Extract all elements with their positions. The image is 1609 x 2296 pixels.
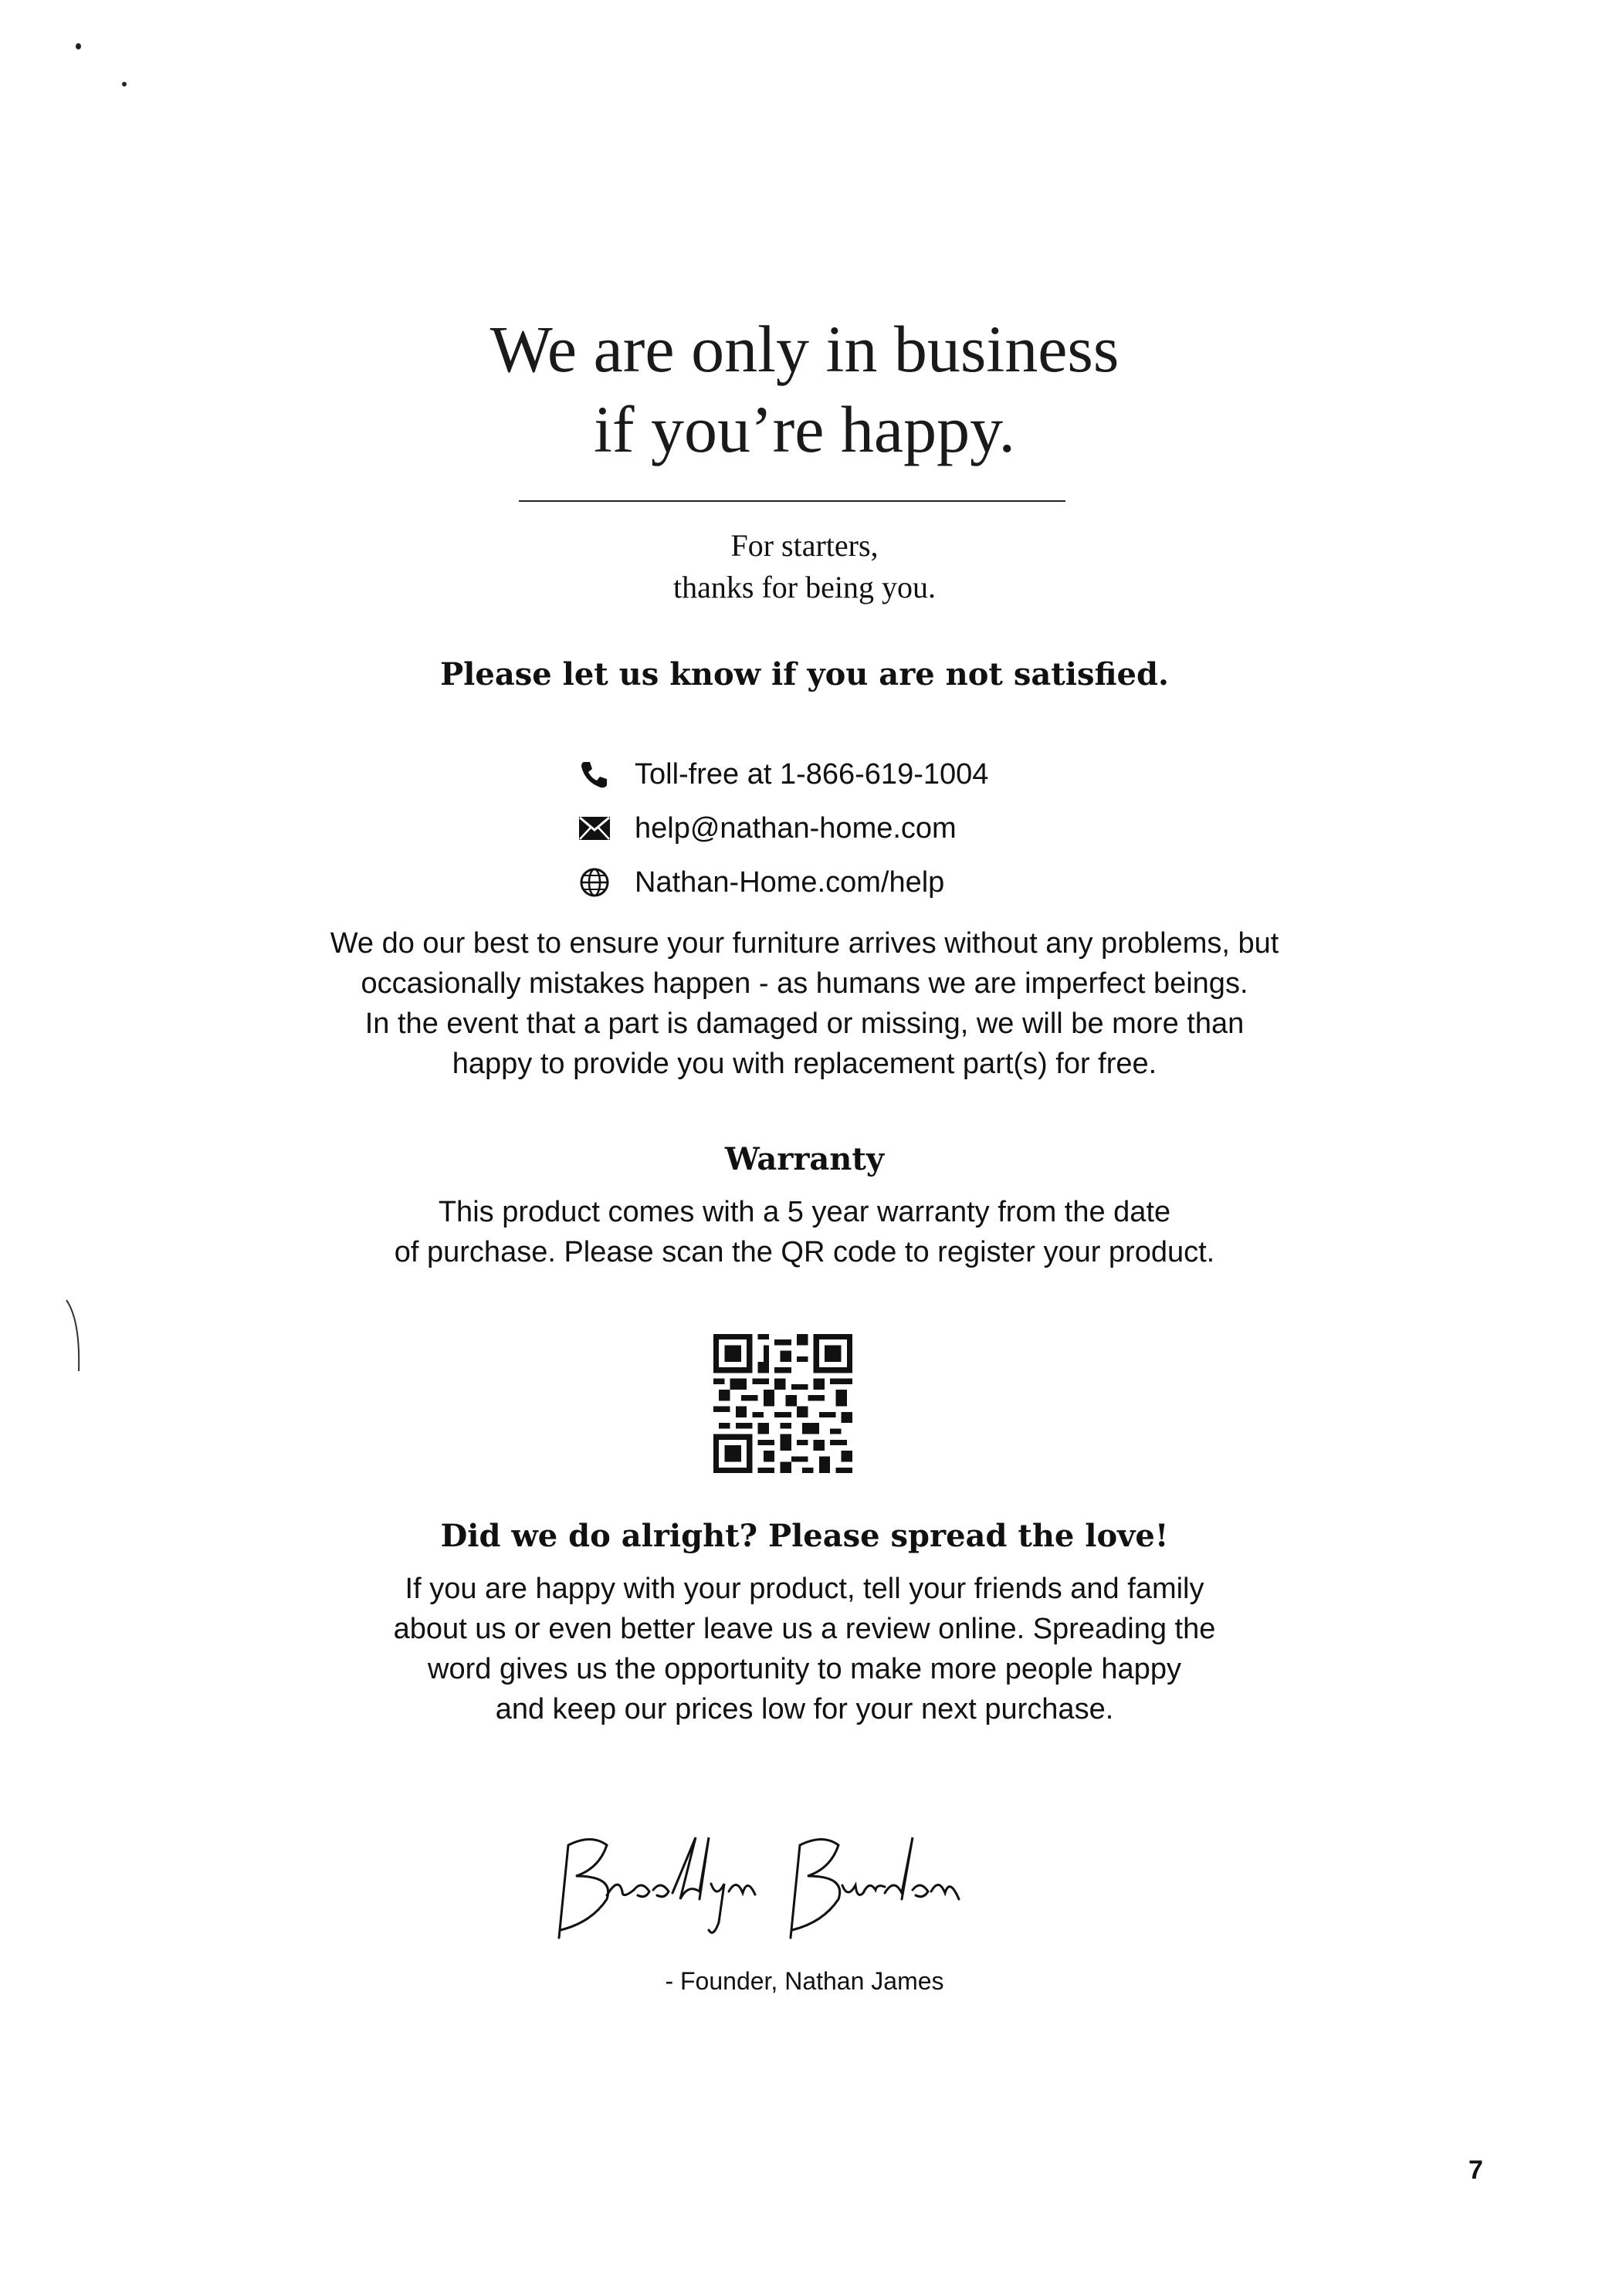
warranty-line: This product comes with a 5 year warranty from the date: [438, 1196, 1171, 1228]
intro-line-1: For starters,: [730, 528, 879, 563]
spread-love-line: If you are happy with your product, tell your friends and family: [405, 1573, 1204, 1605]
founder-signature: [545, 1822, 1001, 1946]
problems-line: occasionally mistakes happen - as humans we are imperfect beings.: [361, 967, 1248, 1000]
founder-line: - Founder, Nathan James: [665, 1967, 944, 1995]
envelope-icon: [574, 811, 615, 845]
warranty-line: of purchase. Please scan the QR code to register your product.: [394, 1236, 1215, 1268]
scan-mark: [63, 1297, 86, 1374]
page-number: 7: [1468, 2155, 1483, 2185]
phone-icon: [574, 757, 615, 791]
contact-web-text: Nathan-Home.com/help: [635, 865, 945, 899]
globe-icon: [574, 865, 615, 899]
contact-email: [574, 801, 988, 855]
intro-text: [0, 525, 1609, 608]
scan-speck: [122, 82, 127, 86]
satisfaction-heading: Please let us know if you are not satisfied.: [440, 656, 1169, 693]
headline-line-2: if you’re happy.: [593, 392, 1016, 466]
contact-email-text: help@nathan-home.com: [635, 811, 957, 845]
contact-phone-text: Toll-free at 1-866-619-1004: [635, 757, 989, 791]
intro-line-2: thanks for being you.: [673, 570, 936, 604]
problems-line: We do our best to ensure your furniture arrives without any problems, but: [330, 927, 1279, 960]
contact-phone: [574, 747, 988, 801]
headline-line-1: We are only in business: [489, 312, 1120, 386]
spread-love-line: and keep our prices low for your next purchase.: [495, 1693, 1114, 1725]
spread-love-text: [0, 1569, 1609, 1729]
spread-love-line: about us or even better leave us a review online. Spreading the: [393, 1613, 1216, 1645]
contact-web: [574, 855, 988, 909]
problems-paragraph: [0, 923, 1609, 1084]
warranty-text: [0, 1192, 1609, 1272]
contact-list: [574, 747, 988, 909]
problems-line: In the event that a part is damaged or missing, we will be more than: [364, 1007, 1245, 1040]
spread-love-line: word gives us the opportunity to make more people happy: [428, 1653, 1181, 1685]
scan-speck: [76, 43, 81, 49]
headline-divider: [519, 500, 1065, 502]
spread-love-heading: Did we do alright? Please spread the love!: [440, 1518, 1169, 1554]
warranty-heading: Warranty: [724, 1141, 885, 1177]
problems-line: happy to provide you with replacement part(s) for free.: [452, 1048, 1157, 1080]
qr-code[interactable]: [713, 1334, 852, 1473]
headline: [0, 309, 1609, 469]
